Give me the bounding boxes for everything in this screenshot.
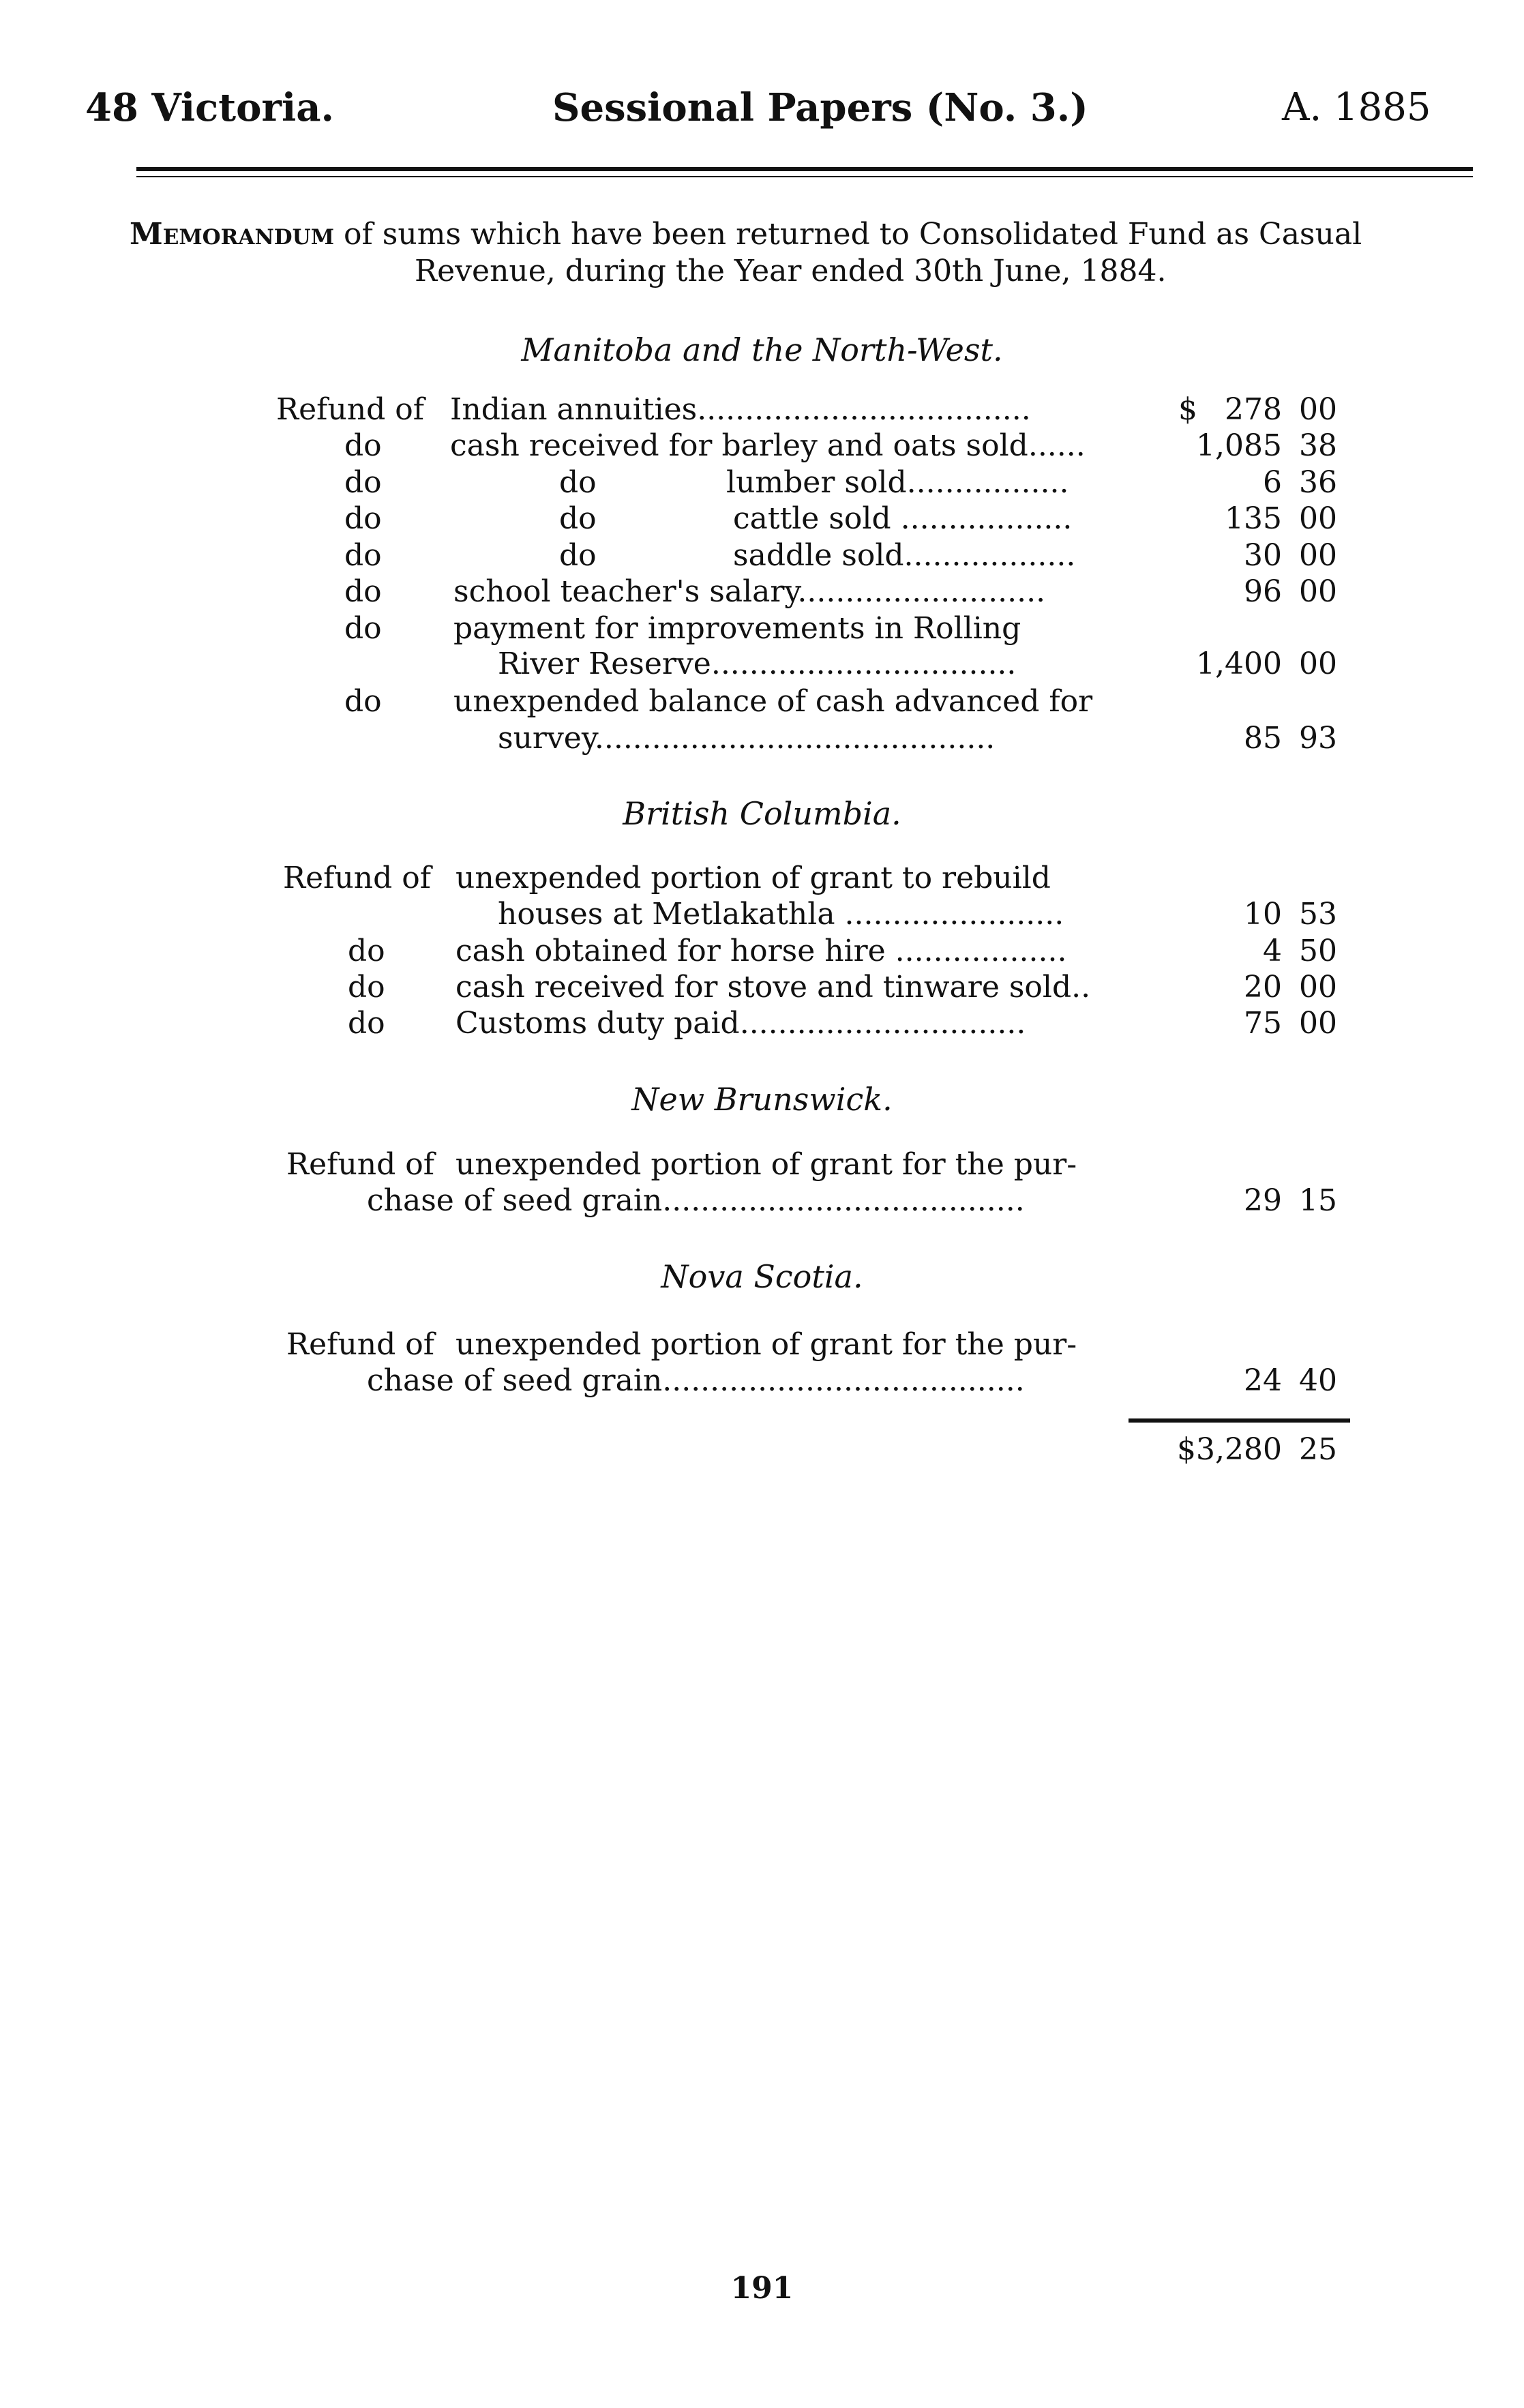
entry-cents: 00 xyxy=(1299,1006,1337,1041)
memo-title-line2: Revenue, during the Year ended 30th June, 1884. xyxy=(415,254,1167,288)
ditto-label: do xyxy=(344,501,382,536)
entry-text: lumber sold................. xyxy=(726,465,1069,500)
entry-cents: 00 xyxy=(1299,574,1337,609)
page-number: 191 xyxy=(730,2271,794,2306)
entry-cents: 93 xyxy=(1299,721,1337,756)
ditto-label: do xyxy=(344,611,382,646)
memo-lead: Memorandum xyxy=(130,217,335,252)
refund-of-label: Refund of xyxy=(276,392,425,427)
section-manitoba: Manitoba and the North-West. xyxy=(521,331,1003,368)
entry-cents: 53 xyxy=(1299,897,1337,932)
sum-rule xyxy=(1129,1418,1350,1423)
entry-text: unexpended portion of grant to rebuild xyxy=(455,861,1051,895)
header-right: A. 1885 xyxy=(1282,85,1431,130)
entry-text: cattle sold .................. xyxy=(733,501,1073,536)
memo-rest: of sums which have been returned to Consolidated Fund as Casual xyxy=(344,217,1362,252)
entry-dollars: 85 xyxy=(1244,721,1282,756)
refund-of-label: Refund of xyxy=(286,1147,435,1182)
ditto-label: do xyxy=(344,574,382,609)
entry-dollars: 75 xyxy=(1244,1006,1282,1041)
entry-text: saddle sold.................. xyxy=(733,538,1076,573)
entry-cents: 00 xyxy=(1299,501,1337,536)
entry-dollars: 29 xyxy=(1244,1183,1282,1218)
entry-dollars: 135 xyxy=(1225,501,1282,536)
entry-text-cont: chase of seed grain...................................... xyxy=(367,1363,1025,1398)
entry-text: cash obtained for horse hire .................. xyxy=(455,934,1067,968)
entry-dollars: 24 xyxy=(1244,1363,1282,1398)
refund-of-label: Refund of xyxy=(283,861,432,895)
entry-text: cash received for barley and oats sold...... xyxy=(450,428,1086,463)
section-new-brunswick: New Brunswick. xyxy=(631,1081,893,1118)
ditto-label: do xyxy=(344,465,382,500)
header-center: Sessional Papers (No. 3.) xyxy=(552,85,1088,130)
entry-dollars: 20 xyxy=(1244,970,1282,1005)
header-left: 48 Victoria. xyxy=(85,85,335,130)
refund-of-label: Refund of xyxy=(286,1327,435,1362)
entry-cents: 40 xyxy=(1299,1363,1337,1398)
ditto-label: do xyxy=(344,428,382,463)
ditto-label: do xyxy=(344,538,382,573)
entry-cents: 00 xyxy=(1299,970,1337,1005)
entry-cents: 15 xyxy=(1299,1183,1337,1218)
memo-title-line1 xyxy=(130,217,1362,252)
entry-text: unexpended portion of grant for the pur- xyxy=(455,1327,1077,1362)
entry-cents: 00 xyxy=(1299,392,1337,427)
entry-text: cash received for stove and tinware sold.. xyxy=(455,970,1091,1005)
header-rule-thick xyxy=(136,167,1473,171)
entry-text-cont: houses at Metlakathla ....................... xyxy=(498,897,1064,932)
entry-sub-ditto: do xyxy=(559,538,597,573)
header-rule-thin xyxy=(136,176,1473,177)
total-dollars: $3,280 xyxy=(1177,1432,1282,1467)
entry-text: unexpended balance of cash advanced for xyxy=(453,684,1093,719)
entry-dollars: 6 xyxy=(1263,465,1282,500)
entry-text: payment for improvements in Rolling xyxy=(453,611,1021,646)
entry-dollars: 10 xyxy=(1244,897,1282,932)
entry-cents: 50 xyxy=(1299,934,1337,968)
section-british-columbia: British Columbia. xyxy=(623,795,901,832)
entry-text: Indian annuities................................... xyxy=(450,392,1031,427)
entry-dollars: 278 xyxy=(1225,392,1282,427)
entry-text-cont: chase of seed grain...................................... xyxy=(367,1183,1025,1218)
section-nova-scotia: Nova Scotia. xyxy=(661,1258,863,1295)
entry-dollars: 4 xyxy=(1263,934,1282,968)
entry-dollars: 30 xyxy=(1244,538,1282,573)
entry-sub-ditto: do xyxy=(559,465,597,500)
entry-dollars: 1,085 xyxy=(1196,428,1282,463)
entry-text: school teacher's salary.......................... xyxy=(453,574,1046,609)
entry-dollars: 96 xyxy=(1244,574,1282,609)
entry-cents: 38 xyxy=(1299,428,1337,463)
entry-cents: 36 xyxy=(1299,465,1337,500)
entry-cents: 00 xyxy=(1299,646,1337,681)
ditto-label: do xyxy=(348,970,385,1005)
ditto-label: do xyxy=(348,934,385,968)
entry-text: unexpended portion of grant for the pur- xyxy=(455,1147,1077,1182)
entry-text-cont: River Reserve................................ xyxy=(498,646,1017,681)
entry-sub-ditto: do xyxy=(559,501,597,536)
entry-cents: 00 xyxy=(1299,538,1337,573)
total-cents: 25 xyxy=(1299,1432,1337,1467)
ditto-label: do xyxy=(348,1006,385,1041)
entry-text: Customs duty paid.............................. xyxy=(455,1006,1026,1041)
dollar-sign: $ xyxy=(1178,392,1197,427)
ditto-label: do xyxy=(344,684,382,719)
entry-text-cont: survey.......................................... xyxy=(498,721,996,756)
entry-dollars: 1,400 xyxy=(1196,646,1282,681)
